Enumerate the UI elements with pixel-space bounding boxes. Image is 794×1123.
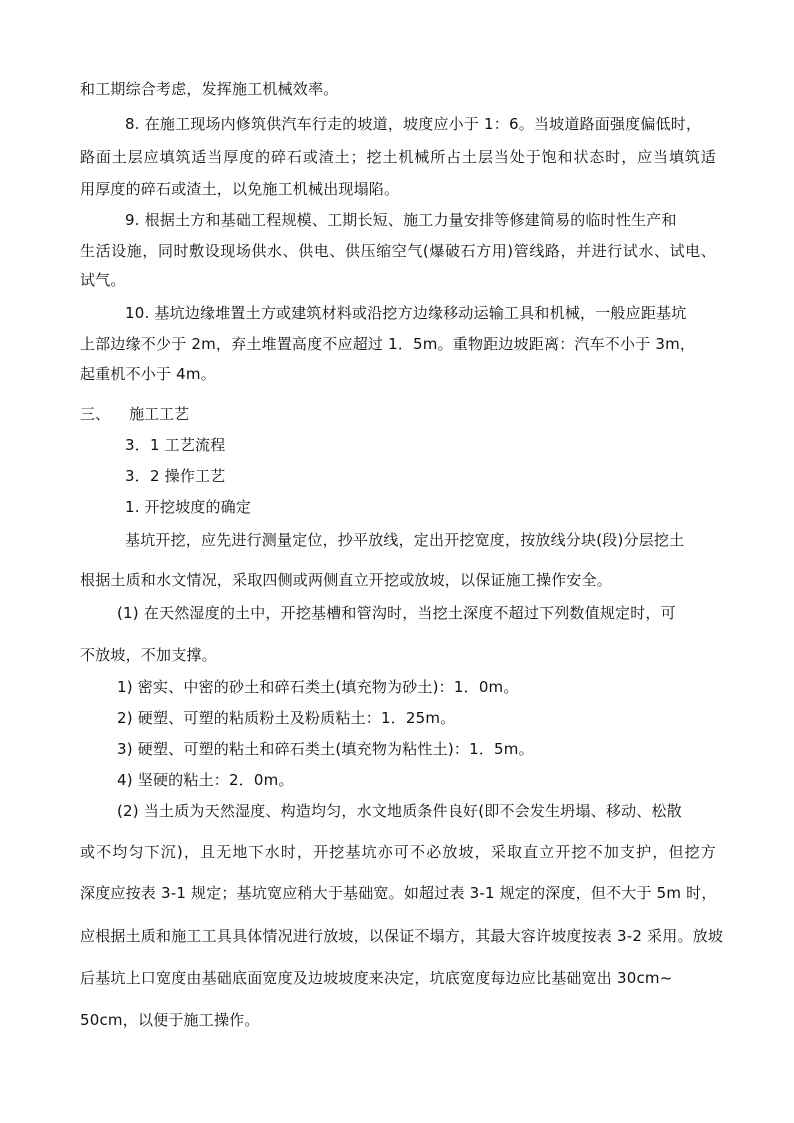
paragraph-line: 基坑开挖，应先进行测量定位，抄平放线，定出开挖宽度，按放线分块(段)分层挖土 (125, 531, 685, 549)
paragraph-line: 50cm，以便于施工操作。 (80, 1011, 260, 1029)
subsection-heading: 3．1 工艺流程 (125, 436, 226, 454)
paragraph-line: 试气。 (80, 271, 126, 289)
paragraph-line: 深度应按表 3-1 规定；基坑宽应稍大于基础宽。如超过表 3-1 规定的深度，但不大于 5m 时， (80, 884, 717, 902)
paragraph-line: 生活设施，同时敷设现场供水、供电、供压缩空气(爆破石方用)管线路，并进行试水、试电、 (80, 242, 716, 260)
paragraph-line: 上部边缘不少于 2m，弃土堆置高度不应超过 1．5m。重物距边坡距离：汽车不小于 3m， (80, 335, 696, 353)
list-item: (2) 当土质为天然湿度、构造均匀，水文地质条件良好(即不会发生坍塌、移动、松散 (117, 802, 682, 820)
paragraph-line: 根据土质和水文情况，采取四侧或两侧直立开挖或放坡，以保证施工操作安全。 (80, 571, 613, 589)
paragraph-line: 起重机不小于 4m。 (80, 365, 216, 383)
paragraph-line: 路面土层应填筑适当厚度的碎石或渣土；挖土机械所占土层当处于饱和状态时，应当填筑适 (80, 148, 716, 166)
list-item: (1) 在天然湿度的土中，开挖基槽和管沟时，当挖土深度不超过下列数值规定时，可 (117, 604, 676, 622)
paragraph-line: 用厚度的碎石或渣土，以免施工机械出现塌陷。 (80, 180, 400, 198)
list-item-10: 10. 基坑边缘堆置土方或建筑材料或沿挖方边缘移动运输工具和机械，一般应距基坑 (125, 304, 687, 322)
paragraph-line: 和工期综合考虑，发挥施工机械效率。 (80, 80, 339, 98)
list-item-9: 9. 根据土方和基础工程规模、工期长短、施工力量安排等修建简易的临时性生产和 (125, 211, 677, 229)
paragraph-line: 后基坑上口宽度由基础底面宽度及边坡坡度来决定，坑底宽度每边应比基础宽出 30cm~ (80, 969, 673, 987)
paragraph-line: 不放坡，不加支撑。 (80, 646, 217, 664)
list-item-8: 8. 在施工现场内修筑供汽车行走的坡道，坡度应小于 1：6。当坡道路面强度偏低时， (125, 115, 702, 133)
list-item: 4) 坚硬的粘土：2．0m。 (117, 771, 294, 789)
paragraph-line: 或不均匀下沉)，且无地下水时，开挖基坑亦可不必放坡，采取直立开挖不加支护，但挖方 (80, 843, 716, 861)
list-item: 1) 密实、中密的砂土和碎石类土(填充物为砂土)：1．0m。 (117, 678, 519, 696)
list-item: 3) 硬塑、可塑的粘土和碎石类土(填充物为粘性土)：1．5m。 (117, 740, 534, 758)
list-item: 2) 硬塑、可塑的粘质粉土及粉质粘土：1．25m。 (117, 709, 456, 727)
section-heading: 三、 施工工艺 (80, 405, 190, 423)
subsection-heading: 3．2 操作工艺 (125, 467, 226, 485)
paragraph-line: 应根据土质和施工工具具体情况进行放坡，以保证不塌方，其最大容许坡度按表 3-2 采用。放坡 (80, 927, 724, 945)
item-heading: 1. 开挖坡度的确定 (125, 498, 252, 516)
